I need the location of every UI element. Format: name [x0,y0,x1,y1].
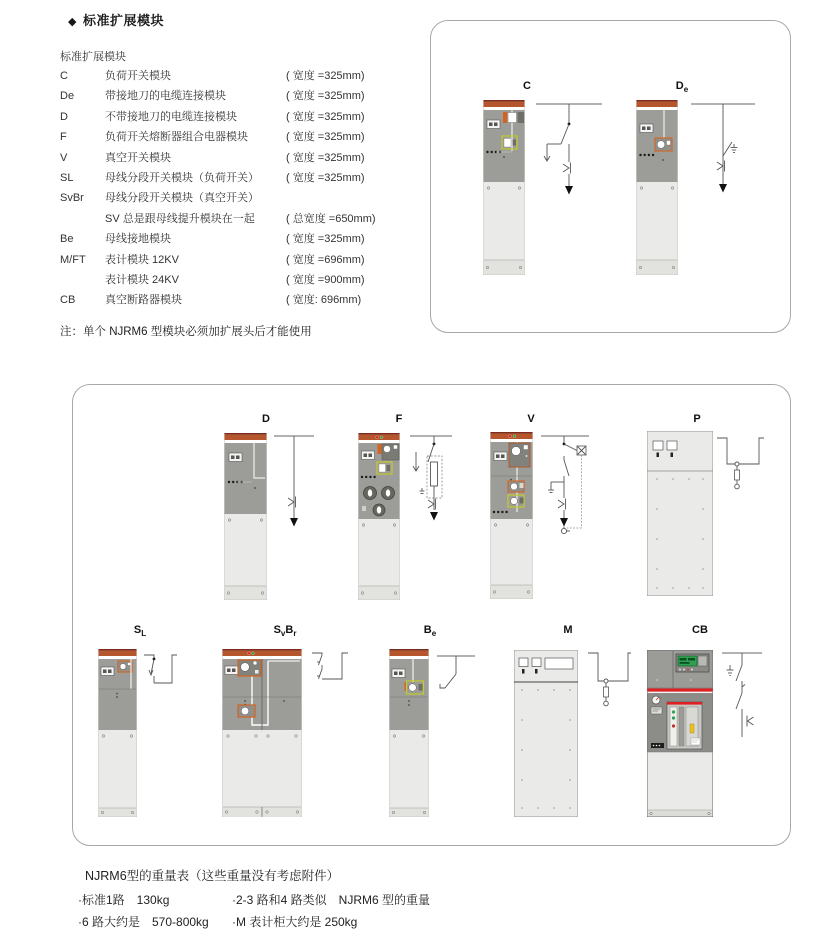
module-code: D [60,110,68,123]
circuit-symbol-m [586,645,632,723]
module-row [60,188,400,208]
module-desc: 真空开关模块 [105,151,171,164]
module-desc: 负荷开关熔断器组合电器模块 [105,131,248,144]
module-width: ( 宽度 =900mm) [286,274,365,287]
module-row [60,168,400,188]
circuit-symbol-sl [142,645,178,695]
module-code: CB [60,294,76,307]
figure-m-label: M [563,624,573,636]
figure-c-label: C [523,80,531,92]
cabinet-illustration-v [490,432,533,599]
module-code: V [60,151,68,164]
module-width: ( 总宽度 =650mm) [286,212,376,225]
module-desc: 表计模块 12KV [105,253,179,266]
circuit-symbol-de [685,98,760,208]
weight-table [78,866,430,930]
circuit-symbol-cb [716,645,766,745]
module-list-title: 标准扩展模块 [60,51,126,63]
module-width: ( 宽度 =325mm) [286,70,365,82]
module-row [60,66,400,86]
module-code: Be [60,233,74,246]
module-code [60,209,105,229]
page-title-text: 标准扩展模块 [82,13,164,28]
circuit-symbol-f [404,430,454,540]
figure-p-label: P [693,413,701,425]
module-code: SL [60,172,74,185]
figure-d-label: D [262,413,270,425]
module-desc: 母线分段开关模块（负荷开关） [105,172,259,185]
module-desc: 带接地刀的电缆连接模块 [105,90,226,103]
circuit-symbol-v [537,430,592,545]
module-desc: 真空断路器模块 [105,294,182,307]
module-list [60,66,400,311]
page-title [68,10,164,29]
cabinet-illustration-c [483,100,525,275]
module-code [60,270,105,290]
figure-f-label: F [395,413,403,425]
module-width: ( 宽度 =325mm) [286,151,365,164]
weight-item: ·2-3 路和4 路类似 NJRM6 型的重量 [232,893,431,907]
circuit-symbol-p [715,430,765,502]
figure-be-label: $B_e$ [423,624,437,639]
module-width: ( 宽度: 696mm) [286,294,362,307]
module-row [60,127,400,147]
module-code: SvBr [60,192,84,205]
module-desc: 母线接地模块 [105,233,171,246]
weight-item: ·6 路大约是 570-800kg [78,915,209,929]
figure-cb-label: CB [692,624,708,636]
module-width: ( 宽度 =325mm) [286,172,365,185]
circuit-symbol-d [272,430,316,535]
module-desc: 母线分段开关模块（真空开关） [105,192,259,205]
weight-item: ·标准1路 130kg [78,893,170,907]
module-row [60,290,400,310]
weight-table-items [78,891,430,930]
module-width: ( 宽度 =325mm) [286,110,365,123]
module-desc: SV 总是跟母线提升模块在一起 [105,212,255,225]
module-row [60,86,400,106]
module-code: C [60,70,68,82]
module-width: ( 宽度 =325mm) [286,131,365,144]
cabinet-illustration-sl [98,649,137,817]
weight-item: ·M 表计柜大约是 250kg [232,915,358,929]
module-row [60,209,400,229]
module-width: ( 宽度 =325mm) [286,233,365,246]
module-desc: 不带接地刀的电缆连接模块 [105,110,237,123]
module-row [60,250,400,270]
circuit-symbol-be [433,648,479,703]
cabinet-illustration-svbr [222,649,302,817]
circuit-symbol-svbr [310,645,350,695]
module-desc: 负荷开关模块 [105,70,171,82]
module-row [60,107,400,127]
cabinet-illustration-de [636,100,678,275]
cabinet-illustration-p [647,431,713,596]
weight-table-title: NJRM6型的重量表（这些重量没有考虑附件） [85,869,340,883]
module-width: ( 宽度 =325mm) [286,90,365,103]
module-width: ( 宽度 =696mm) [286,253,365,266]
diamond-bullet-icon: ◆ [68,16,77,28]
module-width [286,188,400,208]
figure-v-label: V [527,413,535,425]
module-row [60,229,400,249]
module-row [60,148,400,168]
figure-sl-label: $S_L$ [133,624,147,639]
cabinet-illustration-d [224,433,267,600]
module-code: De [60,90,75,103]
figure-svbr-label: $S_vB_r$ [273,624,297,639]
module-code: M/FT [60,253,86,266]
cabinet-illustration-f [358,433,400,600]
circuit-symbol-c [530,98,607,208]
cabinet-illustration-cb [647,650,713,817]
module-desc: 表计模块 24KV [105,274,179,287]
cabinet-illustration-be [389,649,429,817]
cabinet-illustration-m [514,650,578,817]
usage-note: 注：单个 NJRM6 型模块必须加扩展头后才能使用 [60,326,312,338]
module-code: F [60,131,67,144]
module-row [60,270,400,290]
figure-de-label: $D_e$ [675,80,689,95]
